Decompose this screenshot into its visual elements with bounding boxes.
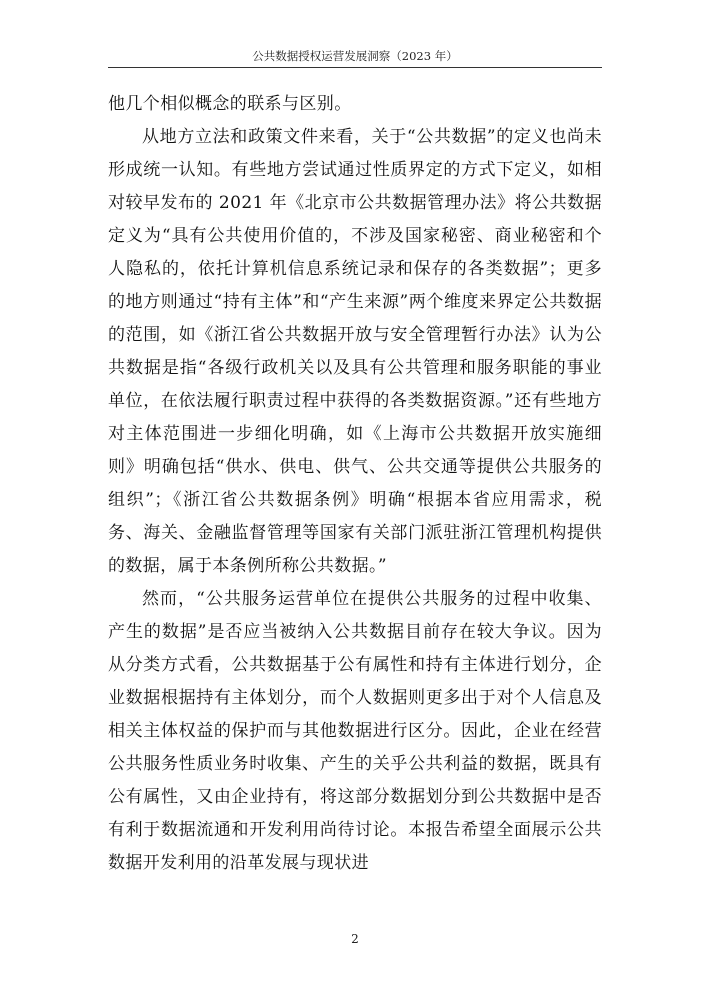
paragraph-continuation: 他几个相似概念的联系与区别。	[108, 94, 352, 114]
body-text	[108, 88, 602, 880]
paragraph-public-service-data-debate: 然而，“公共服务运营单位在提供公共服务的过程中收集、产生的数据”是否应当被纳入公共数据目前存在较大争议。因为从分类方式看，公共数据基于公有属性和持有主体进行划分，企业数据根据持有主体划分，而个人数据则更多出于对个人信息及相关主体权益的保护而与其他数据进行区分。因此，企业在经营公共服务性质业务时收集、产生的关乎公共利益的数据，既具有公有属性，又由企业持有，将这部分数据划分到公共数据中是否有利于数据流通和开发利用尚待讨论。本报告希望全面展示公共数据开发利用的沿革发展与现状进	[108, 589, 602, 873]
header-rule	[108, 67, 602, 68]
paragraph-public-data-definitions: 从地方立法和政策文件来看，关于“公共数据”的定义也尚未形成统一认知。有些地方尝试通过性质界定的方式下定义，如相对较早发布的 2021 年《北京市公共数据管理办法》将公共数据定义为“具有公共使用价值的，不涉及国家秘密、商业秘密和个人隐私的，依托计算机信息系统记录和保存的各类数据”；更多的地方则通过“持有主体”和“产生来源”两个维度来界定公共数据的范围，如《浙江省公共数据开放与安全管理暂行办法》认为公共数据是指“各级行政机关以及具有公共管理和服务职能的事业单位，在依法履行职责过程中获得的各类数据资源。”还有些地方对主体范围进一步细化明确，如《上海市公共数据开放实施细则》明确包括“供水、供电、供气、公共交通等提供公共服务的组织”；《浙江省公共数据条例》明确“根据本省应用需求，税务、海关、金融监督管理等国家有关部门派驻浙江管理机构提供的数据，属于本条例所称公共数据。”	[108, 127, 602, 576]
running-header: 公共数据授权运营发展洞察（2023 年）	[252, 49, 458, 63]
page-number: 2	[351, 932, 359, 946]
